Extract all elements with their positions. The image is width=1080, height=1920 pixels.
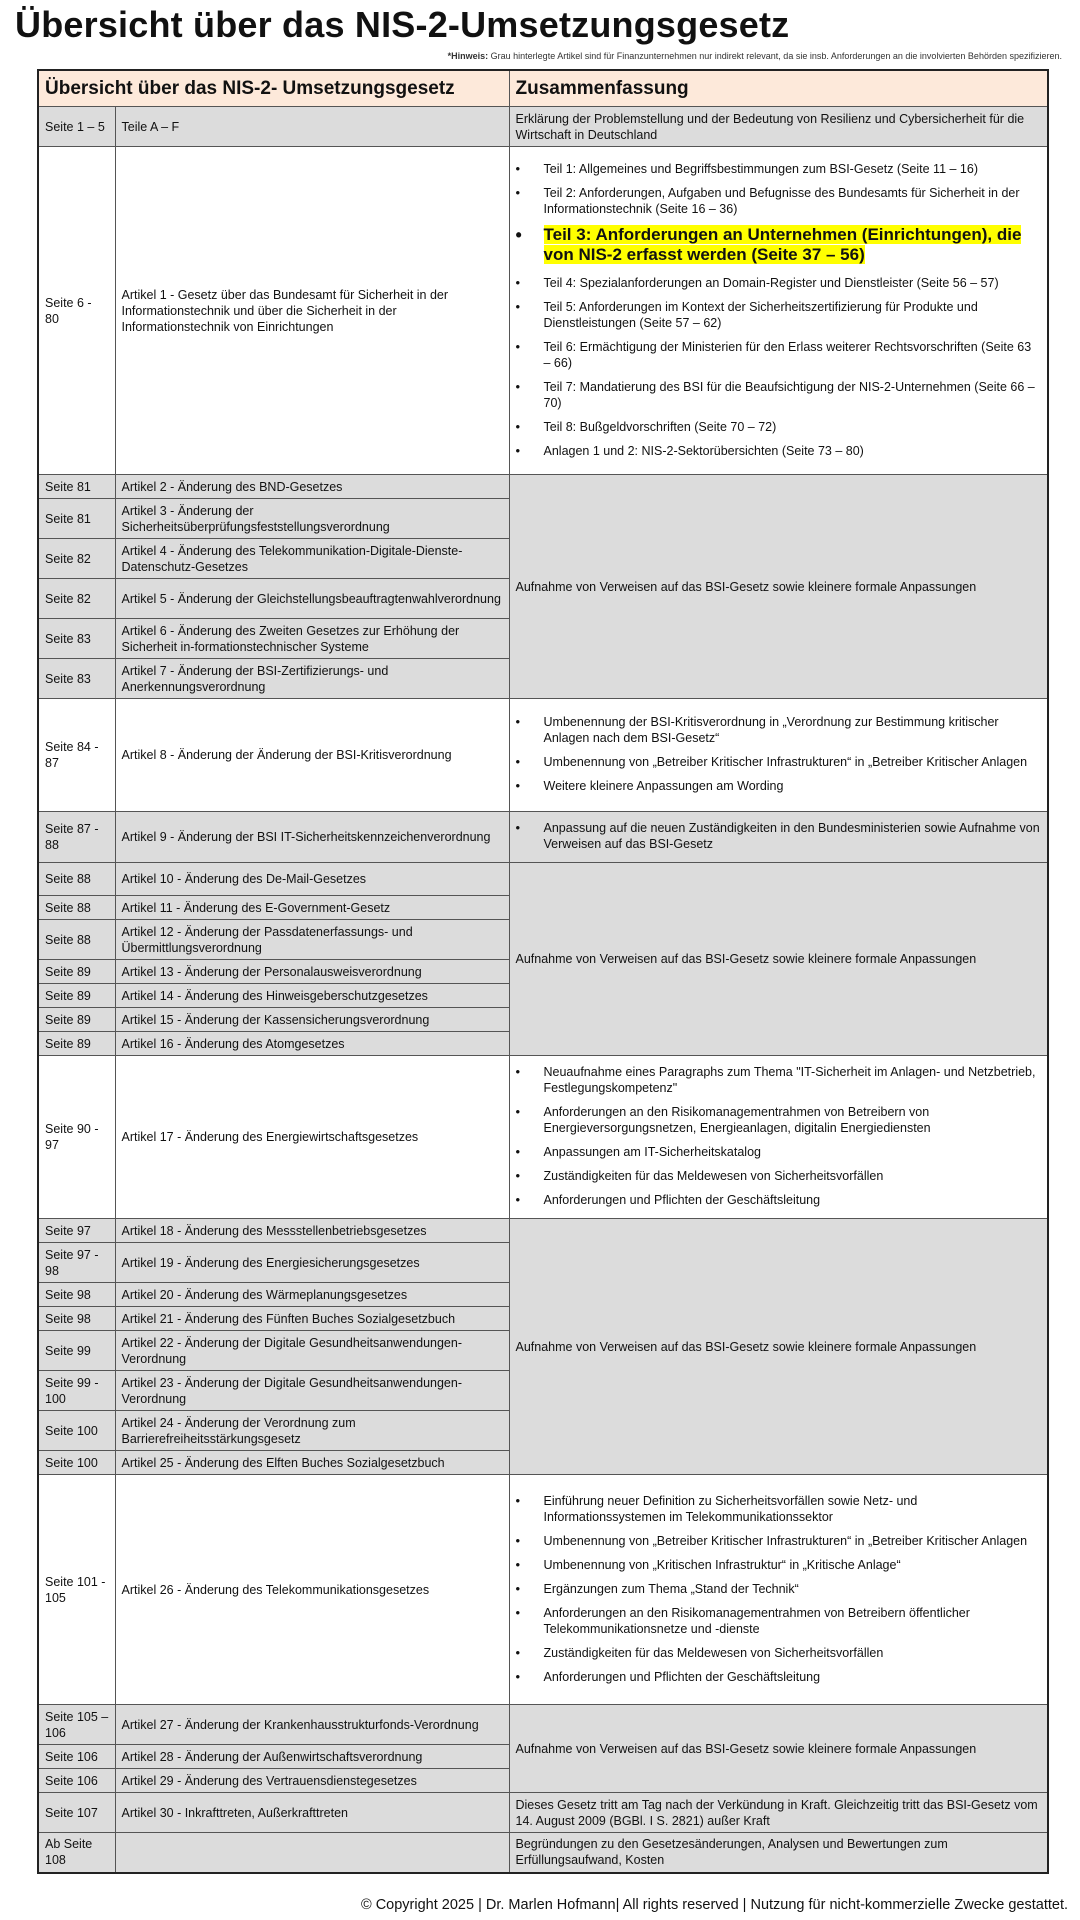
summary-list-item bbox=[544, 1533, 1042, 1549]
summary-list-item bbox=[544, 299, 1042, 331]
summary-list-item bbox=[544, 1064, 1042, 1096]
table-row bbox=[38, 1833, 1048, 1873]
page-range-cell: Seite 81 bbox=[38, 499, 115, 539]
page-range-cell: Seite 89 bbox=[38, 1032, 115, 1056]
summary-cell bbox=[509, 1056, 1048, 1219]
page-range-cell: Seite 89 bbox=[38, 1008, 115, 1032]
summary-list-item bbox=[544, 754, 1042, 770]
article-cell: Artikel 25 - Änderung des Elften Buches Sozialgesetzbuch bbox=[115, 1451, 509, 1475]
summary-list-item bbox=[544, 185, 1042, 217]
summary-list bbox=[516, 1493, 1042, 1685]
page-range-cell: Seite 81 bbox=[38, 475, 115, 499]
summary-list bbox=[516, 820, 1042, 852]
table-body bbox=[38, 107, 1048, 1873]
table-row bbox=[38, 1219, 1048, 1243]
summary-list bbox=[516, 161, 1042, 459]
summary-item-text: Anpassungen am IT-Sicherheitskatalog bbox=[543, 1145, 761, 1159]
summary-list-item bbox=[544, 1581, 1042, 1597]
page-range-cell: Seite 106 bbox=[38, 1745, 115, 1769]
summary-item-text: Teil 2: Anforderungen, Aufgaben und Befugnisse des Bundesamts für Sicherheit in der Informationstechnik (Seite 16 – 36) bbox=[543, 185, 1020, 216]
page-range-cell: Seite 101 - 105 bbox=[38, 1475, 115, 1705]
page-range-cell: Seite 82 bbox=[38, 539, 115, 579]
table-row bbox=[38, 812, 1048, 863]
summary-cell bbox=[509, 812, 1048, 863]
summary-list-item bbox=[544, 1192, 1042, 1208]
summary-item-text: Zuständigkeiten für das Meldewesen von Sicherheitsvorfällen bbox=[543, 1169, 884, 1183]
header-summary: Zusammenfassung bbox=[509, 70, 1048, 107]
summary-cell: Erklärung der Problemstellung und der Bedeutung von Resilienz und Cybersicherheit für die Wirtschaft in Deutschland bbox=[509, 107, 1048, 147]
summary-list-item bbox=[544, 225, 1042, 265]
summary-list-item bbox=[544, 1144, 1042, 1160]
page-range-cell: Seite 90 - 97 bbox=[38, 1056, 115, 1219]
article-cell: Artikel 28 - Änderung der Außenwirtschaftsverordnung bbox=[115, 1745, 509, 1769]
article-cell bbox=[115, 1833, 509, 1873]
page-range-cell: Seite 83 bbox=[38, 659, 115, 699]
page-title: Übersicht über das NIS-2-Umsetzungsgesetz bbox=[15, 4, 790, 45]
summary-cell: Aufnahme von Verweisen auf das BSI-Gesetz sowie kleinere formale Anpassungen bbox=[509, 1705, 1048, 1793]
note-label: *Hinweis: bbox=[447, 51, 489, 61]
summary-item-text: Ergänzungen zum Thema „Stand der Technik“ bbox=[543, 1581, 799, 1596]
summary-item-text: Umbenennung von „Betreiber Kritischer Infrastrukturen“ in „Betreiber Kritischer Anlagen bbox=[543, 1533, 1028, 1548]
article-cell: Artikel 5 - Änderung der Gleichstellungsbeauftragtenwahlverordnung bbox=[115, 579, 509, 619]
article-cell: Artikel 4 - Änderung des Telekommunikation-Digitale-Dienste-Datenschutz-Gesetzes bbox=[115, 539, 509, 579]
summary-list-item bbox=[544, 339, 1042, 371]
summary-list-item bbox=[544, 379, 1042, 411]
article-cell: Artikel 13 - Änderung der Personalausweisverordnung bbox=[115, 960, 509, 984]
page-range-cell: Seite 6 - 80 bbox=[38, 147, 115, 475]
summary-cell bbox=[509, 1475, 1048, 1705]
summary-item-text: Teil 5: Anforderungen im Kontext der Sicherheitszertifizierung für Produkte und Dienstleistungen (Seite 57 – 62) bbox=[543, 299, 978, 330]
article-cell: Artikel 2 - Änderung des BND-Gesetzes bbox=[115, 475, 509, 499]
summary-list-item bbox=[544, 1168, 1042, 1184]
summary-item-text: Teil 6: Ermächtigung der Ministerien für den Erlass weiterer Rechtsvorschriften (Seite 63 – 66) bbox=[543, 339, 1032, 370]
summary-list bbox=[516, 714, 1042, 794]
article-cell: Artikel 6 - Änderung des Zweiten Gesetzes zur Erhöhung der Sicherheit in-formationstechnischer Systeme bbox=[115, 619, 509, 659]
summary-list-item bbox=[544, 419, 1042, 435]
article-cell: Artikel 26 - Änderung des Telekommunikationsgesetzes bbox=[115, 1475, 509, 1705]
page-range-cell: Seite 98 bbox=[38, 1283, 115, 1307]
table-row bbox=[38, 863, 1048, 896]
summary-item-text: Teil 1: Allgemeines und Begriffsbestimmungen zum BSI-Gesetz (Seite 11 – 16) bbox=[543, 161, 978, 176]
highlighted-summary-text: Teil 3: Anforderungen an Unternehmen (Einrichtungen), die von NIS-2 erfasst werden (Seite 37 – 56) bbox=[543, 224, 1022, 264]
summary-item-text: Weitere kleinere Anpassungen am Wording bbox=[543, 779, 784, 793]
page-range-cell: Seite 107 bbox=[38, 1793, 115, 1833]
page-range-cell: Seite 1 – 5 bbox=[38, 107, 115, 147]
article-cell: Artikel 21 - Änderung des Fünften Buches Sozialgesetzbuch bbox=[115, 1307, 509, 1331]
summary-cell: Aufnahme von Verweisen auf das BSI-Gesetz sowie kleinere formale Anpassungen bbox=[509, 475, 1048, 699]
summary-item-text: Zuständigkeiten für das Meldewesen von Sicherheitsvorfällen bbox=[543, 1645, 884, 1660]
table-header-row bbox=[38, 70, 1048, 107]
summary-list-item bbox=[544, 714, 1042, 746]
summary-list-item bbox=[544, 443, 1042, 459]
table-row bbox=[38, 1475, 1048, 1705]
summary-item-text: Teil 4: Spezialanforderungen an Domain-Register und Dienstleister (Seite 56 – 57) bbox=[543, 275, 999, 290]
page-range-cell: Seite 84 - 87 bbox=[38, 699, 115, 812]
article-cell: Artikel 20 - Änderung des Wärmeplanungsgesetzes bbox=[115, 1283, 509, 1307]
summary-item-text: Anlagen 1 und 2: NIS-2-Sektorübersichten (Seite 73 – 80) bbox=[543, 443, 864, 458]
article-cell: Artikel 16 - Änderung des Atomgesetzes bbox=[115, 1032, 509, 1056]
header-overview: Übersicht über das NIS-2- Umsetzungsgesetz bbox=[38, 70, 509, 107]
article-cell: Artikel 19 - Änderung des Energiesicherungsgesetzes bbox=[115, 1243, 509, 1283]
article-cell: Artikel 9 - Änderung der BSI IT-Sicherheitskennzeichenverordnung bbox=[115, 812, 509, 863]
page-range-cell: Seite 88 bbox=[38, 863, 115, 896]
summary-item-text: Umbenennung von „Kritischen Infrastruktur“ in „Kritische Anlage“ bbox=[543, 1557, 901, 1572]
article-cell: Artikel 15 - Änderung der Kassensicherungsverordnung bbox=[115, 1008, 509, 1032]
article-cell: Artikel 3 - Änderung der Sicherheitsüberprüfungsfeststellungsverordnung bbox=[115, 499, 509, 539]
summary-item-text: Anpassung auf die neuen Zuständigkeiten in den Bundesministerien sowie Aufnahme von Verweisen auf das BSI-Gesetz bbox=[543, 821, 1040, 851]
article-cell: Artikel 27 - Änderung der Krankenhausstrukturfonds-Verordnung bbox=[115, 1705, 509, 1745]
page-range-cell: Seite 89 bbox=[38, 960, 115, 984]
table-row bbox=[38, 1056, 1048, 1219]
summary-cell: Begründungen zu den Gesetzesänderungen, Analysen und Bewertungen zum Erfüllungsaufwand, Kosten bbox=[509, 1833, 1048, 1873]
article-cell: Artikel 30 - Inkrafttreten, Außerkrafttreten bbox=[115, 1793, 509, 1833]
summary-item-text: Anforderungen an den Risikomanagementrahmen von Betreibern von Energieversorgungsnetzen, Energieanlagen, digitalin Energiediensten bbox=[543, 1105, 931, 1135]
summary-list-item bbox=[544, 1104, 1042, 1136]
page-range-cell: Seite 100 bbox=[38, 1451, 115, 1475]
table-row bbox=[38, 1705, 1048, 1745]
summary-list-item bbox=[544, 1669, 1042, 1685]
table-row bbox=[38, 699, 1048, 812]
article-cell: Teile A – F bbox=[115, 107, 509, 147]
page-range-cell: Seite 82 bbox=[38, 579, 115, 619]
page-range-cell: Seite 83 bbox=[38, 619, 115, 659]
summary-list-item bbox=[544, 778, 1042, 794]
article-cell: Artikel 18 - Änderung des Messstellenbetriebsgesetzes bbox=[115, 1219, 509, 1243]
article-cell: Artikel 14 - Änderung des Hinweisgeberschutzgesetzes bbox=[115, 984, 509, 1008]
page-range-cell: Seite 99 - 100 bbox=[38, 1371, 115, 1411]
page-range-cell: Seite 88 bbox=[38, 896, 115, 920]
summary-item-text: Anforderungen und Pflichten der Geschäftsleitung bbox=[543, 1669, 821, 1684]
summary-cell bbox=[509, 147, 1048, 475]
page-range-cell: Seite 97 bbox=[38, 1219, 115, 1243]
summary-item-text: Umbenennung von „Betreiber Kritischer Infrastrukturen“ in „Betreiber Kritischer Anlagen bbox=[543, 755, 1028, 769]
summary-item-text: Umbenennung der BSI-Kritisverordnung in „Verordnung zur Bestimmung kritischer Anlagen nach dem BSI-Gesetz“ bbox=[543, 715, 999, 745]
table-row bbox=[38, 147, 1048, 475]
summary-cell: Aufnahme von Verweisen auf das BSI-Gesetz sowie kleinere formale Anpassungen bbox=[509, 863, 1048, 1056]
page-range-cell: Seite 88 bbox=[38, 920, 115, 960]
page-range-cell: Seite 100 bbox=[38, 1411, 115, 1451]
page-range-cell: Seite 89 bbox=[38, 984, 115, 1008]
summary-item-text: Anforderungen an den Risikomanagementrahmen von Betreibern öffentlicher Telekommunikationsnetze und -dienste bbox=[543, 1605, 970, 1636]
article-cell: Artikel 10 - Änderung des De-Mail-Gesetzes bbox=[115, 863, 509, 896]
article-cell: Artikel 8 - Änderung der Änderung der BSI-Kritisverordnung bbox=[115, 699, 509, 812]
summary-list-item bbox=[544, 1605, 1042, 1637]
page-range-cell: Seite 106 bbox=[38, 1769, 115, 1793]
summary-list bbox=[516, 1064, 1042, 1208]
summary-list-item bbox=[544, 1645, 1042, 1661]
table-row bbox=[38, 107, 1048, 147]
summary-item-text: Anforderungen und Pflichten der Geschäftsleitung bbox=[543, 1193, 821, 1207]
summary-item-text: Neuaufnahme eines Paragraphs zum Thema "IT-Sicherheit im Anlagen- und Netzbetrieb, Festlegungskompetenz" bbox=[543, 1065, 1036, 1095]
page-range-cell: Seite 99 bbox=[38, 1331, 115, 1371]
summary-cell: Dieses Gesetz tritt am Tag nach der Verkündung in Kraft. Gleichzeitig tritt das BSI-Gesetz vom 14. August 2009 (BGBl. I S. 2821) außer Kraft bbox=[509, 1793, 1048, 1833]
article-cell: Artikel 1 - Gesetz über das Bundesamt für Sicherheit in der Informationstechnik und über die Sicherheit in der Informationstechnik von Einrichtungen bbox=[115, 147, 509, 475]
table-row bbox=[38, 1793, 1048, 1833]
summary-list-item bbox=[544, 1557, 1042, 1573]
page-range-cell: Ab Seite 108 bbox=[38, 1833, 115, 1873]
summary-cell bbox=[509, 699, 1048, 812]
summary-list-item bbox=[544, 820, 1042, 852]
page-range-cell: Seite 87 - 88 bbox=[38, 812, 115, 863]
summary-item-text: Einführung neuer Definition zu Sicherheitsvorfällen sowie Netz- und Informationssystemen im Telekommunikationssektor bbox=[543, 1493, 918, 1524]
note-text: Grau hinterlegte Artikel sind für Finanzunternehmen nur indirekt relevant, da sie insb. Anforderungen an die involvierten Behörden spezifizieren. bbox=[490, 51, 1062, 61]
summary-item-text: Teil 7: Mandatierung des BSI für die Beaufsichtigung der NIS-2-Unternehmen (Seite 66 – 70) bbox=[543, 379, 1035, 410]
article-cell: Artikel 23 - Änderung der Digitale Gesundheitsanwendungen-Verordnung bbox=[115, 1371, 509, 1411]
article-cell: Artikel 7 - Änderung der BSI-Zertifizierungs- und Anerkennungsverordnung bbox=[115, 659, 509, 699]
summary-cell: Aufnahme von Verweisen auf das BSI-Gesetz sowie kleinere formale Anpassungen bbox=[509, 1219, 1048, 1475]
overview-table bbox=[37, 69, 1049, 1874]
summary-list-item bbox=[544, 1493, 1042, 1525]
page-range-cell: Seite 105 – 106 bbox=[38, 1705, 115, 1745]
article-cell: Artikel 29 - Änderung des Vertrauensdienstegesetzes bbox=[115, 1769, 509, 1793]
article-cell: Artikel 17 - Änderung des Energiewirtschaftsgesetzes bbox=[115, 1056, 509, 1219]
article-cell: Artikel 22 - Änderung der Digitale Gesundheitsanwendungen-Verordnung bbox=[115, 1331, 509, 1371]
article-cell: Artikel 11 - Änderung des E-Government-Gesetz bbox=[115, 896, 509, 920]
note bbox=[448, 51, 1062, 61]
summary-item-text: Teil 8: Bußgeldvorschriften (Seite 70 – 72) bbox=[543, 419, 777, 434]
page-range-cell: Seite 98 bbox=[38, 1307, 115, 1331]
summary-list-item bbox=[544, 161, 1042, 177]
article-cell: Artikel 24 - Änderung der Verordnung zum Barrierefreiheitsstärkungsgesetz bbox=[115, 1411, 509, 1451]
page-range-cell: Seite 97 - 98 bbox=[38, 1243, 115, 1283]
copyright-footer: © Copyright 2025 | Dr. Marlen Hofmann| All rights reserved | Nutzung für nicht-kommerzielle Zwecke gestattet. bbox=[361, 1897, 1068, 1913]
table-row bbox=[38, 475, 1048, 499]
summary-list-item bbox=[544, 275, 1042, 291]
article-cell: Artikel 12 - Änderung der Passdatenerfassungs- und Übermittlungsverordnung bbox=[115, 920, 509, 960]
